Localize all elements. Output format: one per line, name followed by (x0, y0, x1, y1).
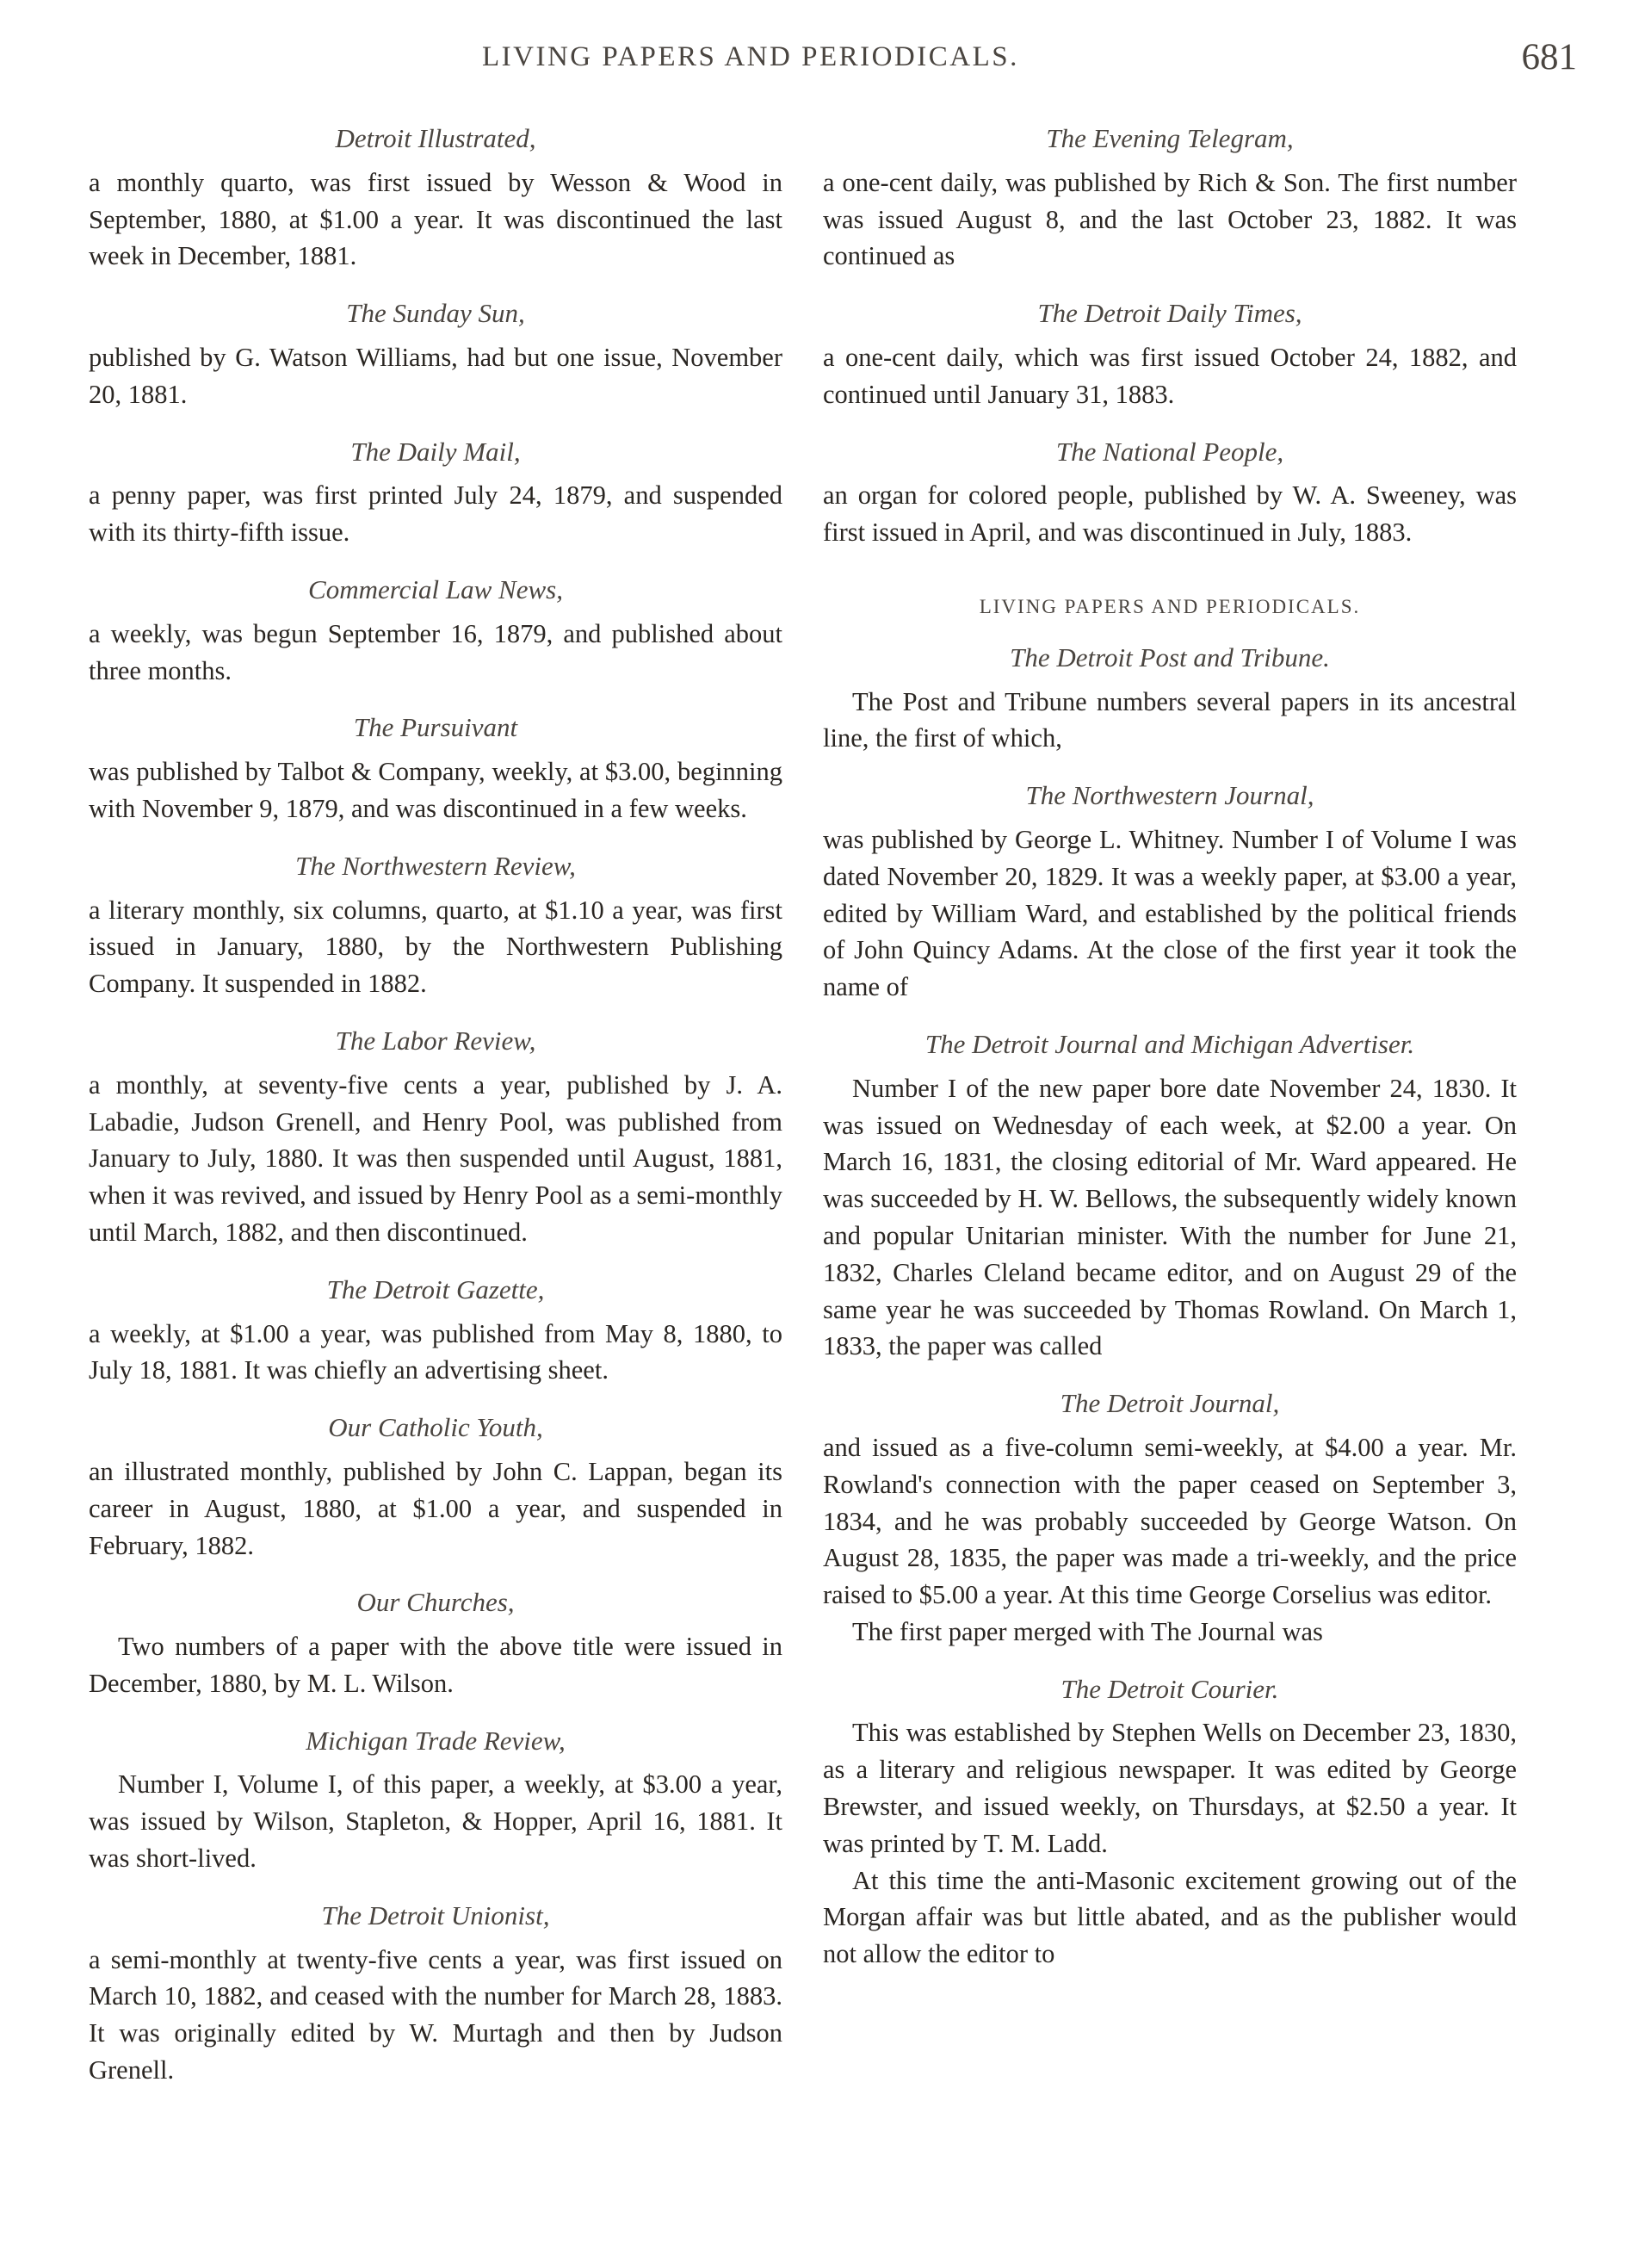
entry-body: a literary monthly, six columns, quarto, at $1.10 a year, was first issued in January, 1880, by the Northwestern Publishing Company. It suspended in 1882. (89, 895, 782, 999)
entry-title: The Evening Telegram, (1046, 123, 1294, 153)
article-entry (823, 640, 1517, 757)
right-column (823, 121, 1517, 1993)
article-entry (823, 778, 1517, 1006)
running-head: LIVING PAPERS AND PERIODICALS. (482, 41, 1019, 72)
entry-title: The Labor Review, (335, 1025, 536, 1056)
article-entry (89, 1023, 782, 1251)
entry-body: was published by George L. Whitney. Number I of Volume I was dated November 20, 1829. It was a weekly paper, at $3.00 a year, edited by William Ward, and established by the political friends of John Quincy Adams. At the close of the first year it took the name of (823, 824, 1517, 1002)
entry-title: The Detroit Journal and Michigan Advertiser. (924, 1028, 1415, 1059)
entry-title: The Northwestern Journal, (1025, 780, 1314, 811)
article-entry (89, 121, 782, 275)
entry-title: The Detroit Courier. (1060, 1673, 1279, 1704)
entry-body: Two numbers of a paper with the above title were issued in December, 1880, by M. L. Wilson. (89, 1632, 782, 1698)
entry-title: The Detroit Journal, (1060, 1388, 1280, 1419)
entry-body: a semi-monthly at twenty-five cents a year, was first issued on March 10, 1882, and ceased with the number for March 28, 1883. It was originally edited by W. Murtagh and then by Judson Grenell. (89, 1944, 782, 2085)
article-entry (89, 710, 782, 827)
entry-body: a weekly, was begun September 16, 1879, and published about three months. (89, 618, 782, 685)
entry-body: a penny paper, was first printed July 24, 1879, and suspended with its thirty-fifth issue. (89, 480, 782, 548)
right-entries-after-section (823, 640, 1517, 1973)
entry-body: This was established by Stephen Wells on December 23, 1830, as a literary and religious newspaper. It was edited by George Brewster, and issued weekly, on Thursdays, at $2.50 a year. It was printed by T. M. Ladd. (823, 1718, 1517, 1858)
right-entries-before-section (823, 121, 1517, 551)
entry-body: was published by Talbot & Company, weekly, at $3.00, beginning with November 9, 1879, and was discontinued in a few weeks. (89, 757, 782, 823)
entry-body: published by G. Watson Williams, had but one issue, November 20, 1881. (89, 342, 782, 409)
article-entry (823, 295, 1517, 412)
article-entry (823, 1671, 1517, 1973)
entry-title: The Northwestern Review, (295, 850, 576, 881)
entry-title: Detroit Illustrated, (335, 123, 536, 153)
entry-title: The Daily Mail, (350, 436, 521, 467)
article-entry (89, 1723, 782, 1877)
entry-body-continued: The first paper merged with The Journal was (852, 1616, 1323, 1646)
article-entry (823, 121, 1517, 275)
article-entry (823, 1385, 1517, 1651)
entry-title: The Pursuivant (353, 712, 518, 743)
entry-title: The Detroit Unionist, (321, 1899, 550, 1930)
entry-body: The Post and Tribune numbers several papers in its ancestral line, the first of which, (823, 686, 1517, 753)
article-entry (89, 1898, 782, 2089)
article-entry (89, 572, 782, 689)
entry-body-continued: At this time the anti-Masonic excitement growing out of the Morgan affair was but little abated, and as the publisher would not allow the editor to (823, 1865, 1517, 1969)
entry-title: Michigan Trade Review, (306, 1725, 566, 1756)
entry-title: The Detroit Daily Times, (1037, 298, 1302, 329)
article-entry (823, 1026, 1517, 1365)
left-column (89, 121, 782, 2110)
entry-title: The Detroit Post and Tribune. (1010, 641, 1330, 672)
article-entry (89, 1272, 782, 1389)
entry-body: and issued as a five-column semi-weekly, at $4.00 a year. Mr. Rowland's connection with the paper ceased on September 3, 1834, and he was probably succeeded by George Watson. On August 28, 1835, the paper was made a tri-weekly, and the price raised to $5.00 a year. At this time George Corselius was editor. (823, 1432, 1517, 1610)
article-entry (89, 1410, 782, 1564)
article-entry (89, 848, 782, 1002)
entry-body: a monthly, at seventy-five cents a year, published by J. A. Labadie, Judson Grenell, and Henry Pool, was published from January to July, 1880. It was then suspended until August, 1881, when it was revived, and issued by Henry Pool as a semi-monthly until March, 1882, and then discontinued. (89, 1069, 782, 1247)
entry-body: Number I of the new paper bore date November 24, 1830. It was issued on Wednesday of each week, at $2.00 a year. On March 16, 1831, the closing editorial of Mr. Ward appeared. He was succeeded by H. W. Bellows, the subsequently widely known and popular Unitarian minister. With the number for June 21, 1832, Charles Cleland became editor, and on August 29 of the same year he was succeeded by Thomas Rowland. On March 1, 1833, the paper was called (823, 1073, 1517, 1361)
entry-title: Our Churches, (356, 1587, 515, 1618)
entry-title: The National People, (1055, 436, 1284, 467)
article-entry (89, 434, 782, 551)
entry-body: a monthly quarto, was first issued by Wesson & Wood in September, 1880, at $1.00 a year. It was discontinued the last week in December, 1881. (89, 167, 782, 271)
entry-body: an organ for colored people, published by W. A. Sweeney, was first issued in April, and was discontinued in July, 1883. (823, 480, 1517, 548)
entry-body: a one-cent daily, was published by Rich & Son. The first number was issued August 8, and the last October 23, 1882. It was continued as (823, 167, 1517, 271)
entry-title: Commercial Law News, (308, 573, 563, 604)
article-entry (89, 295, 782, 412)
entry-body: a one-cent daily, which was first issued October 24, 1882, and continued until January 31, 1883. (823, 342, 1517, 409)
page-number: 681 (1521, 37, 1577, 77)
article-entry (823, 434, 1517, 551)
section-heading: LIVING PAPERS AND PERIODICALS. (979, 595, 1361, 617)
entry-title: The Detroit Gazette, (326, 1273, 545, 1304)
entry-title: The Sunday Sun, (346, 298, 525, 329)
entry-title: Our Catholic Youth, (328, 1412, 543, 1443)
entry-body: a weekly, at $1.00 a year, was published from May 8, 1880, to July 18, 1881. It was chiefly an advertising sheet. (89, 1318, 782, 1385)
article-entry (89, 1584, 782, 1701)
entry-body: Number I, Volume I, of this paper, a weekly, at $3.00 a year, was issued by Wilson, Stapleton, & Hopper, April 16, 1881. It was short-lived. (89, 1769, 782, 1874)
entry-body: an illustrated monthly, published by John C. Lappan, began its career in August, 1880, at $1.00 a year, and suspended in February, 1882. (89, 1456, 782, 1560)
